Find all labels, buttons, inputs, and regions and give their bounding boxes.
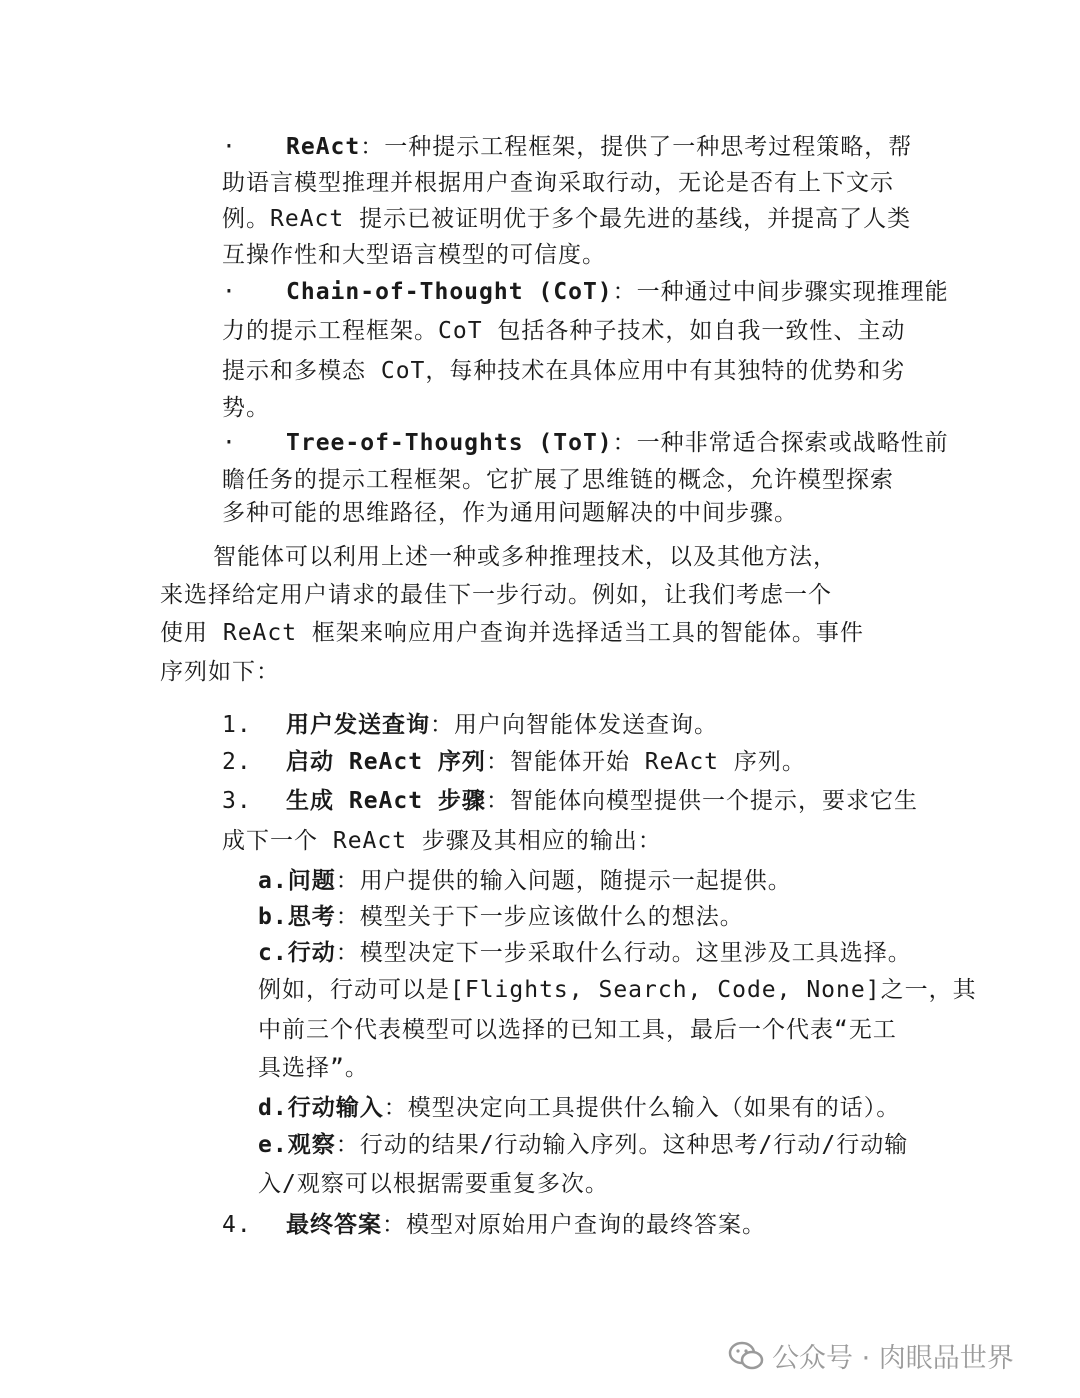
text-line — [222, 1210, 766, 1240]
line-text: ：一种非常适合探索或战略性前 — [612, 430, 949, 456]
line-text: 来选择给定用户请求的最佳下一步行动。例如，让我们考虑一个 — [160, 582, 832, 608]
line-text: ：智能体向模型提供一个提示，要求它生 — [485, 788, 918, 814]
text-line — [222, 826, 662, 856]
text-line — [222, 240, 606, 270]
text-line — [222, 465, 894, 495]
line-text: 序列如下： — [160, 659, 280, 685]
text-line — [222, 747, 806, 777]
list-marker: 4. — [222, 1212, 252, 1238]
bold-term: c.行动 — [258, 940, 336, 966]
line-text: 提示和多模态 CoT，每种技术在具体应用中有其独特的优势和劣 — [222, 358, 906, 384]
text-line — [258, 902, 744, 932]
list-marker: 1. — [222, 712, 252, 738]
text-line — [258, 975, 977, 1005]
text-line — [222, 204, 911, 234]
line-text: 互操作性和大型语言模型的可信度。 — [222, 242, 606, 268]
line-text: 例如，行动可以是[Flights, Search, Code, None]之一，其 — [258, 977, 977, 1003]
text-line — [258, 866, 792, 896]
text-line — [222, 498, 798, 528]
line-text: ：模型对原始用户查询的最终答案。 — [382, 1212, 766, 1238]
text-line — [160, 657, 280, 687]
bold-term: 启动 ReAct 序列 — [286, 749, 486, 775]
line-text: ：模型决定下一步采取什么行动。这里涉及工具选择。 — [335, 940, 912, 966]
line-text: ：用户提供的输入问题，随提示一起提供。 — [335, 868, 792, 894]
line-text: ：智能体开始 ReAct 序列。 — [485, 749, 806, 775]
text-line — [258, 1130, 908, 1160]
bold-term: 生成 ReAct 步骤 — [286, 788, 486, 814]
line-text: 入/观察可以根据需要重复多次。 — [258, 1171, 609, 1197]
line-text: 助语言模型推理并根据用户查询采取行动，无论是否有上下文示 — [222, 170, 894, 196]
text-line — [222, 710, 718, 740]
line-text: 瞻任务的提示工程框架。它扩展了思维链的概念，允许模型探索 — [222, 467, 894, 493]
list-marker: 3. — [222, 788, 252, 814]
bold-term: Chain-of-Thought (CoT) — [286, 279, 613, 305]
text-line — [213, 542, 837, 572]
text-line — [222, 132, 912, 162]
line-text: 中前三个代表模型可以选择的已知工具，最后一个代表“无工 — [258, 1017, 897, 1043]
line-text: 例。ReAct 提示已被证明优于多个最先进的基线，并提高了人类 — [222, 206, 912, 232]
watermark-text: 公众号 · 肉眼品世界 — [772, 1343, 1014, 1374]
bold-term: Tree-of-Thoughts (ToT) — [286, 430, 613, 456]
text-line — [222, 168, 894, 198]
text-line — [222, 356, 905, 386]
list-marker: · — [222, 430, 237, 456]
bold-term: ReAct — [286, 134, 361, 160]
watermark — [728, 1336, 1014, 1375]
line-text: ：用户向智能体发送查询。 — [430, 712, 718, 738]
bold-term: 最终答案 — [286, 1212, 382, 1238]
text-line — [222, 393, 270, 423]
text-line — [222, 786, 918, 816]
line-text: ：模型关于下一步应该做什么的想法。 — [335, 904, 744, 930]
text-line — [160, 618, 864, 648]
text-line — [222, 277, 949, 307]
line-text: 具选择”。 — [258, 1055, 369, 1081]
text-line — [258, 938, 912, 968]
bold-term: 用户发送查询 — [286, 712, 430, 738]
text-line — [222, 428, 949, 458]
line-text: ：一种提示工程框架，提供了一种思考过程策略，帮 — [360, 134, 913, 160]
text-line — [160, 580, 832, 610]
bold-term: b.思考 — [258, 904, 336, 930]
line-text: 多种可能的思维路径，作为通用问题解决的中间步骤。 — [222, 500, 798, 526]
text-line — [258, 1169, 609, 1199]
list-marker: 2. — [222, 749, 252, 775]
list-marker: · — [222, 279, 237, 305]
text-line — [258, 1015, 897, 1045]
text-line — [258, 1093, 900, 1123]
line-text: 力的提示工程框架。CoT 包括各种子技术，如自我一致性、主动 — [222, 318, 906, 344]
bold-term: d.行动输入 — [258, 1095, 384, 1121]
line-text: ：模型决定向工具提供什么输入（如果有的话）。 — [383, 1095, 901, 1121]
bold-term: e.观察 — [258, 1132, 336, 1158]
wechat-icon — [728, 1340, 764, 1372]
bold-term: a.问题 — [258, 868, 336, 894]
line-text: ：一种通过中间步骤实现推理能 — [612, 279, 949, 305]
line-text: 智能体可以利用上述一种或多种推理技术，以及其他方法， — [213, 544, 837, 570]
list-marker: · — [222, 134, 237, 160]
line-text: ：行动的结果/行动输入序列。这种思考/行动/行动输 — [335, 1132, 909, 1158]
line-text: 使用 ReAct 框架来响应用户查询并选择适当工具的智能体。事件 — [160, 620, 864, 646]
text-line — [222, 316, 905, 346]
text-line — [258, 1053, 369, 1083]
line-text: 势。 — [222, 395, 270, 421]
line-text: 成下一个 ReAct 步骤及其相应的输出： — [222, 828, 662, 854]
